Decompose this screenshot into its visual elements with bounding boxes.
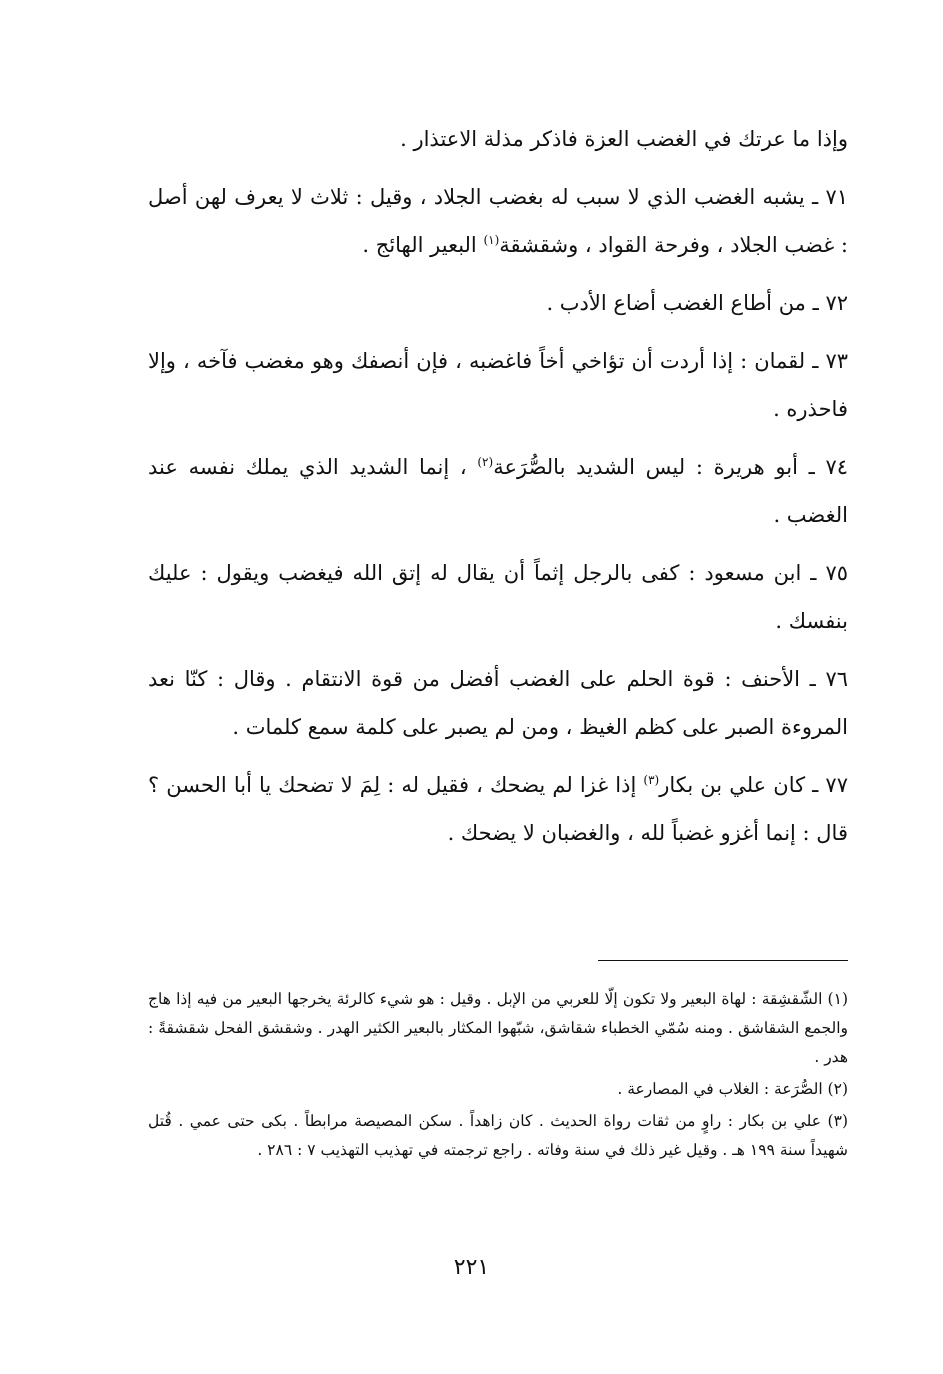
paragraph-77-text-end: إذا غزا لم يضحك ، فقيل له : لِمَ لا تضحك يا أبا الحسن ؟ قال : إنما أغزو غضباً لله ، والغضبان لا يضحك .	[148, 773, 848, 845]
paragraph-71-text-end: البعير الهائج .	[362, 233, 484, 257]
paragraph-74-text-start: ٧٤ ـ أبو هريرة : ليس الشديد بالصُّرَعة	[493, 455, 849, 479]
paragraph-74-text-end: ، إنما الشديد الذي يملك نفسه عند الغضب .	[148, 455, 848, 527]
footnote-1: (١) الشّقشِقة : لهاة البعير ولا تكون إلّا للعربي من الإبل . وقيل : هو شيء كالرئة يخرجها البعير من فيه إذا هاج والجمع الشقاشق . ومنه سُمّي الخطباء شقاشق، شبّهوا المكثار بالبعير الكثير الهدر . وشقشق الفحل شقشقةً : هدر .	[148, 990, 848, 1066]
footnote-ref-3: (٣)	[643, 773, 660, 787]
footnotes	[148, 985, 848, 1168]
footnote-separator	[598, 960, 848, 961]
footnote-ref-2: (٢)	[477, 455, 494, 469]
paragraph-77	[148, 761, 848, 857]
paragraph-74	[148, 443, 848, 539]
main-text	[148, 115, 848, 867]
paragraph-77-text-start: ٧٧ ـ كان علي بن بكار	[659, 773, 848, 797]
paragraph-71	[148, 173, 848, 269]
paragraph-72: ٧٢ ـ من أطاع الغضب أضاع الأدب .	[546, 291, 848, 315]
paragraph-75: ٧٥ ـ ابن مسعود : كفى بالرجل إثماً أن يقال له إتق الله فيغضب ويقول : عليك بنفسك .	[148, 561, 848, 633]
footnote-ref-1: (١)	[483, 233, 500, 247]
footnote-3: (٣) علي بن بكار : راوٍ من ثقات رواة الحديث . كان زاهداً . سكن المصيصة مرابطاً . بكى حتى عمي . قُتل شهيداً سنة ١٩٩ هـ . وقيل غير ذلك في سنة وفاته . راجع ترجمته في تهذيب التهذيب ٧ : ٢٨٦ .	[148, 1112, 848, 1159]
paragraph-73: ٧٣ ـ لقمان : إذا أردت أن تؤاخي أخاً فاغضبه ، فإن أنصفك وهو مغضب فآخه ، وإلا فاحذره .	[148, 349, 848, 421]
page-number: ٢٢١	[453, 1255, 490, 1280]
paragraph-76: ٧٦ ـ الأحنف : قوة الحلم على الغضب أفضل من قوة الانتقام . وقال : كنّا نعد المروءة الصبر على كظم الغيظ ، ومن لم يصبر على كلمة سمع كلمات .	[148, 667, 848, 739]
paragraph-71-text-start: ٧١ ـ يشبه الغضب الذي لا سبب له بغضب الجلاد ، وقيل : ثلاث لا يعرف لهن أصل : غضب الجلاد ، وفرحة القواد ، وشقشقة	[148, 185, 848, 257]
paragraph-intro: وإذا ما عرتك في الغضب العزة فاذكر مذلة الاعتذار .	[400, 127, 848, 151]
footnote-2: (٢) الصُّرَعة : الغلاب في المصارعة .	[617, 1080, 848, 1098]
